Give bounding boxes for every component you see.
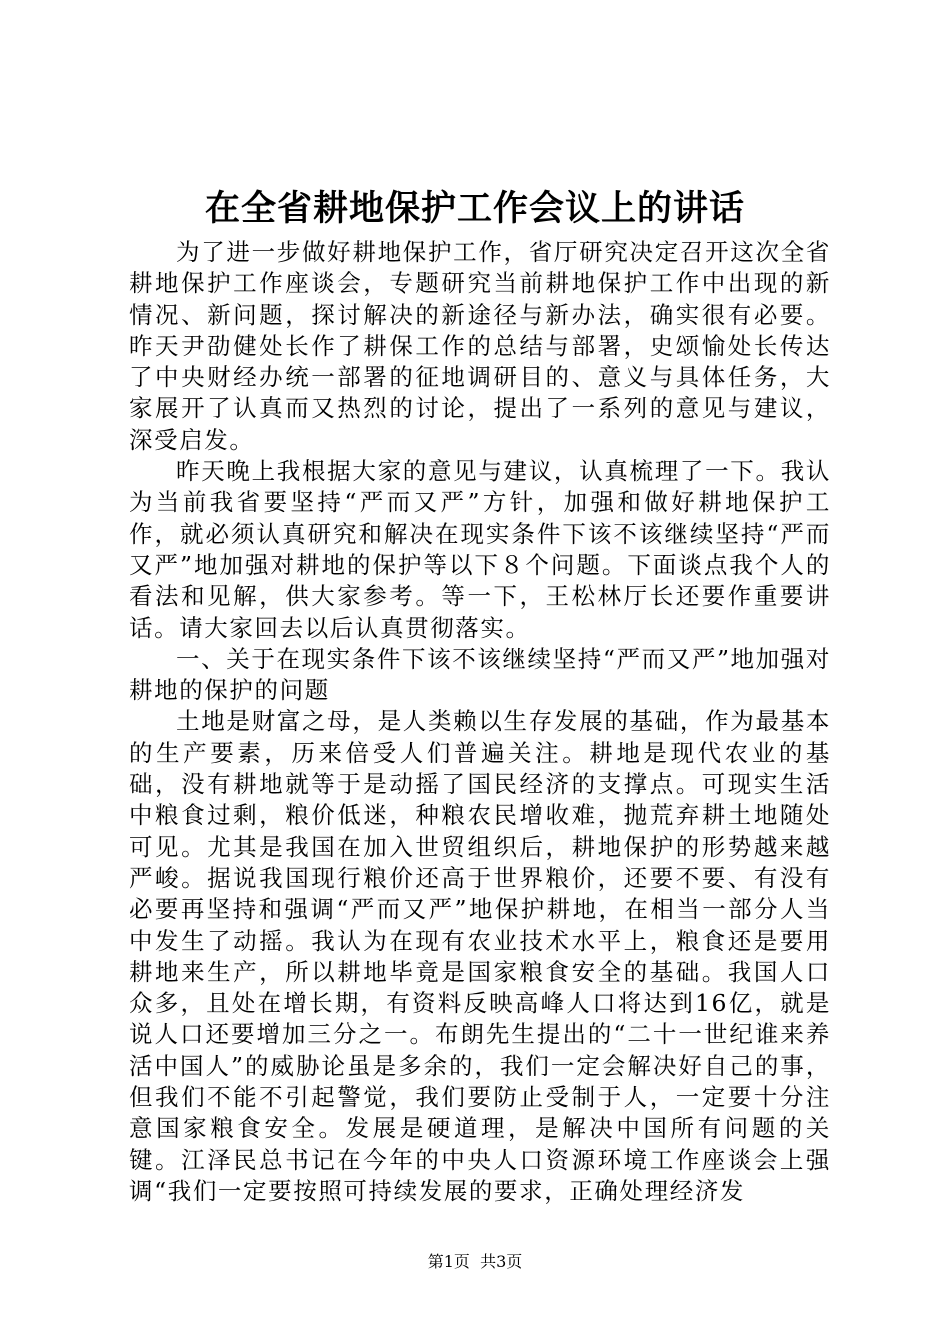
paragraph-section-1: 土地是财富之母，是人类赖以生存发展的基础，作为最基本的生产要素，历来倍受人们普遍关注。耕地是现代农业的基础，没有耕地就等于是动摇了国民经济的支撑点。可现实生活中粮食过剩，粮价低迷，种粮农民增收难，抛荒弃耕土地随处可见。尤其是我国在加入世贸组织后，耕地保护的形势越来越严峻。据说我国现行粮价还高于世界粮价，还要不要、有没有必要再坚持和强调“严而又严”地保护耕地，在相当一部分人当中发生了动摇。我认为在现有农业技术水平上，粮食还是要用耕地来生产，所以耕地毕竟是国家粮食安全的基础。我国人口众多，且处在增长期，有资料反映高峰人口将达到16亿，就是说人口还要增加三分之一。布朗先生提出的“二十一世纪谁来养活中国人”的威胁论虽是多余的，我们一定会解决好自己的事，但我们不能不引起警觉，我们要防止受制于人，一定要十分注意国家粮食安全。发展是硬道理，是解决中国所有问题的关键。江泽民总书记在今年的中央人口资源环境工作座谈会上强调“我们一定要按照可持续发展的要求，正确处理经济发 — [129, 707, 831, 1205]
document-body — [129, 237, 831, 1207]
section-heading-1: 一、关于在现实条件下该不该继续坚持“严而又严”地加强对耕地的保护的问题 — [129, 644, 831, 705]
paragraph-overview: 昨天晚上我根据大家的意见与建议，认真梳理了一下。我认为当前我省要坚持“严而又严”方针，加强和做好耕地保护工作，就必须认真研究和解决在现实条件下该不该继续坚持“严而又严”地加强对耕地的保护等以下８个问题。下面谈点我个人的看法和见解，供大家参考。等一下，王松林厅长还要作重要讲话。请大家回去以后认真贯彻落实。 — [129, 457, 831, 642]
document-title: 在全省耕地保护工作会议上的讲话 — [204, 188, 745, 229]
page-footer: 第1页 共3页 — [427, 1252, 523, 1271]
paragraph-intro: 为了进一步做好耕地保护工作，省厅研究决定召开这次全省耕地保护工作座谈会，专题研究当前耕地保护工作中出现的新情况、新问题，探讨解决的新途径与新办法，确实很有必要。昨天尹劭健处长作了耕保工作的总结与部署，史颂愉处长传达了中央财经办统一部署的征地调研目的、意义与具体任务，大家展开了认真而又热烈的讨论，提出了一系列的意见与建议，深受启发。 — [129, 238, 831, 454]
